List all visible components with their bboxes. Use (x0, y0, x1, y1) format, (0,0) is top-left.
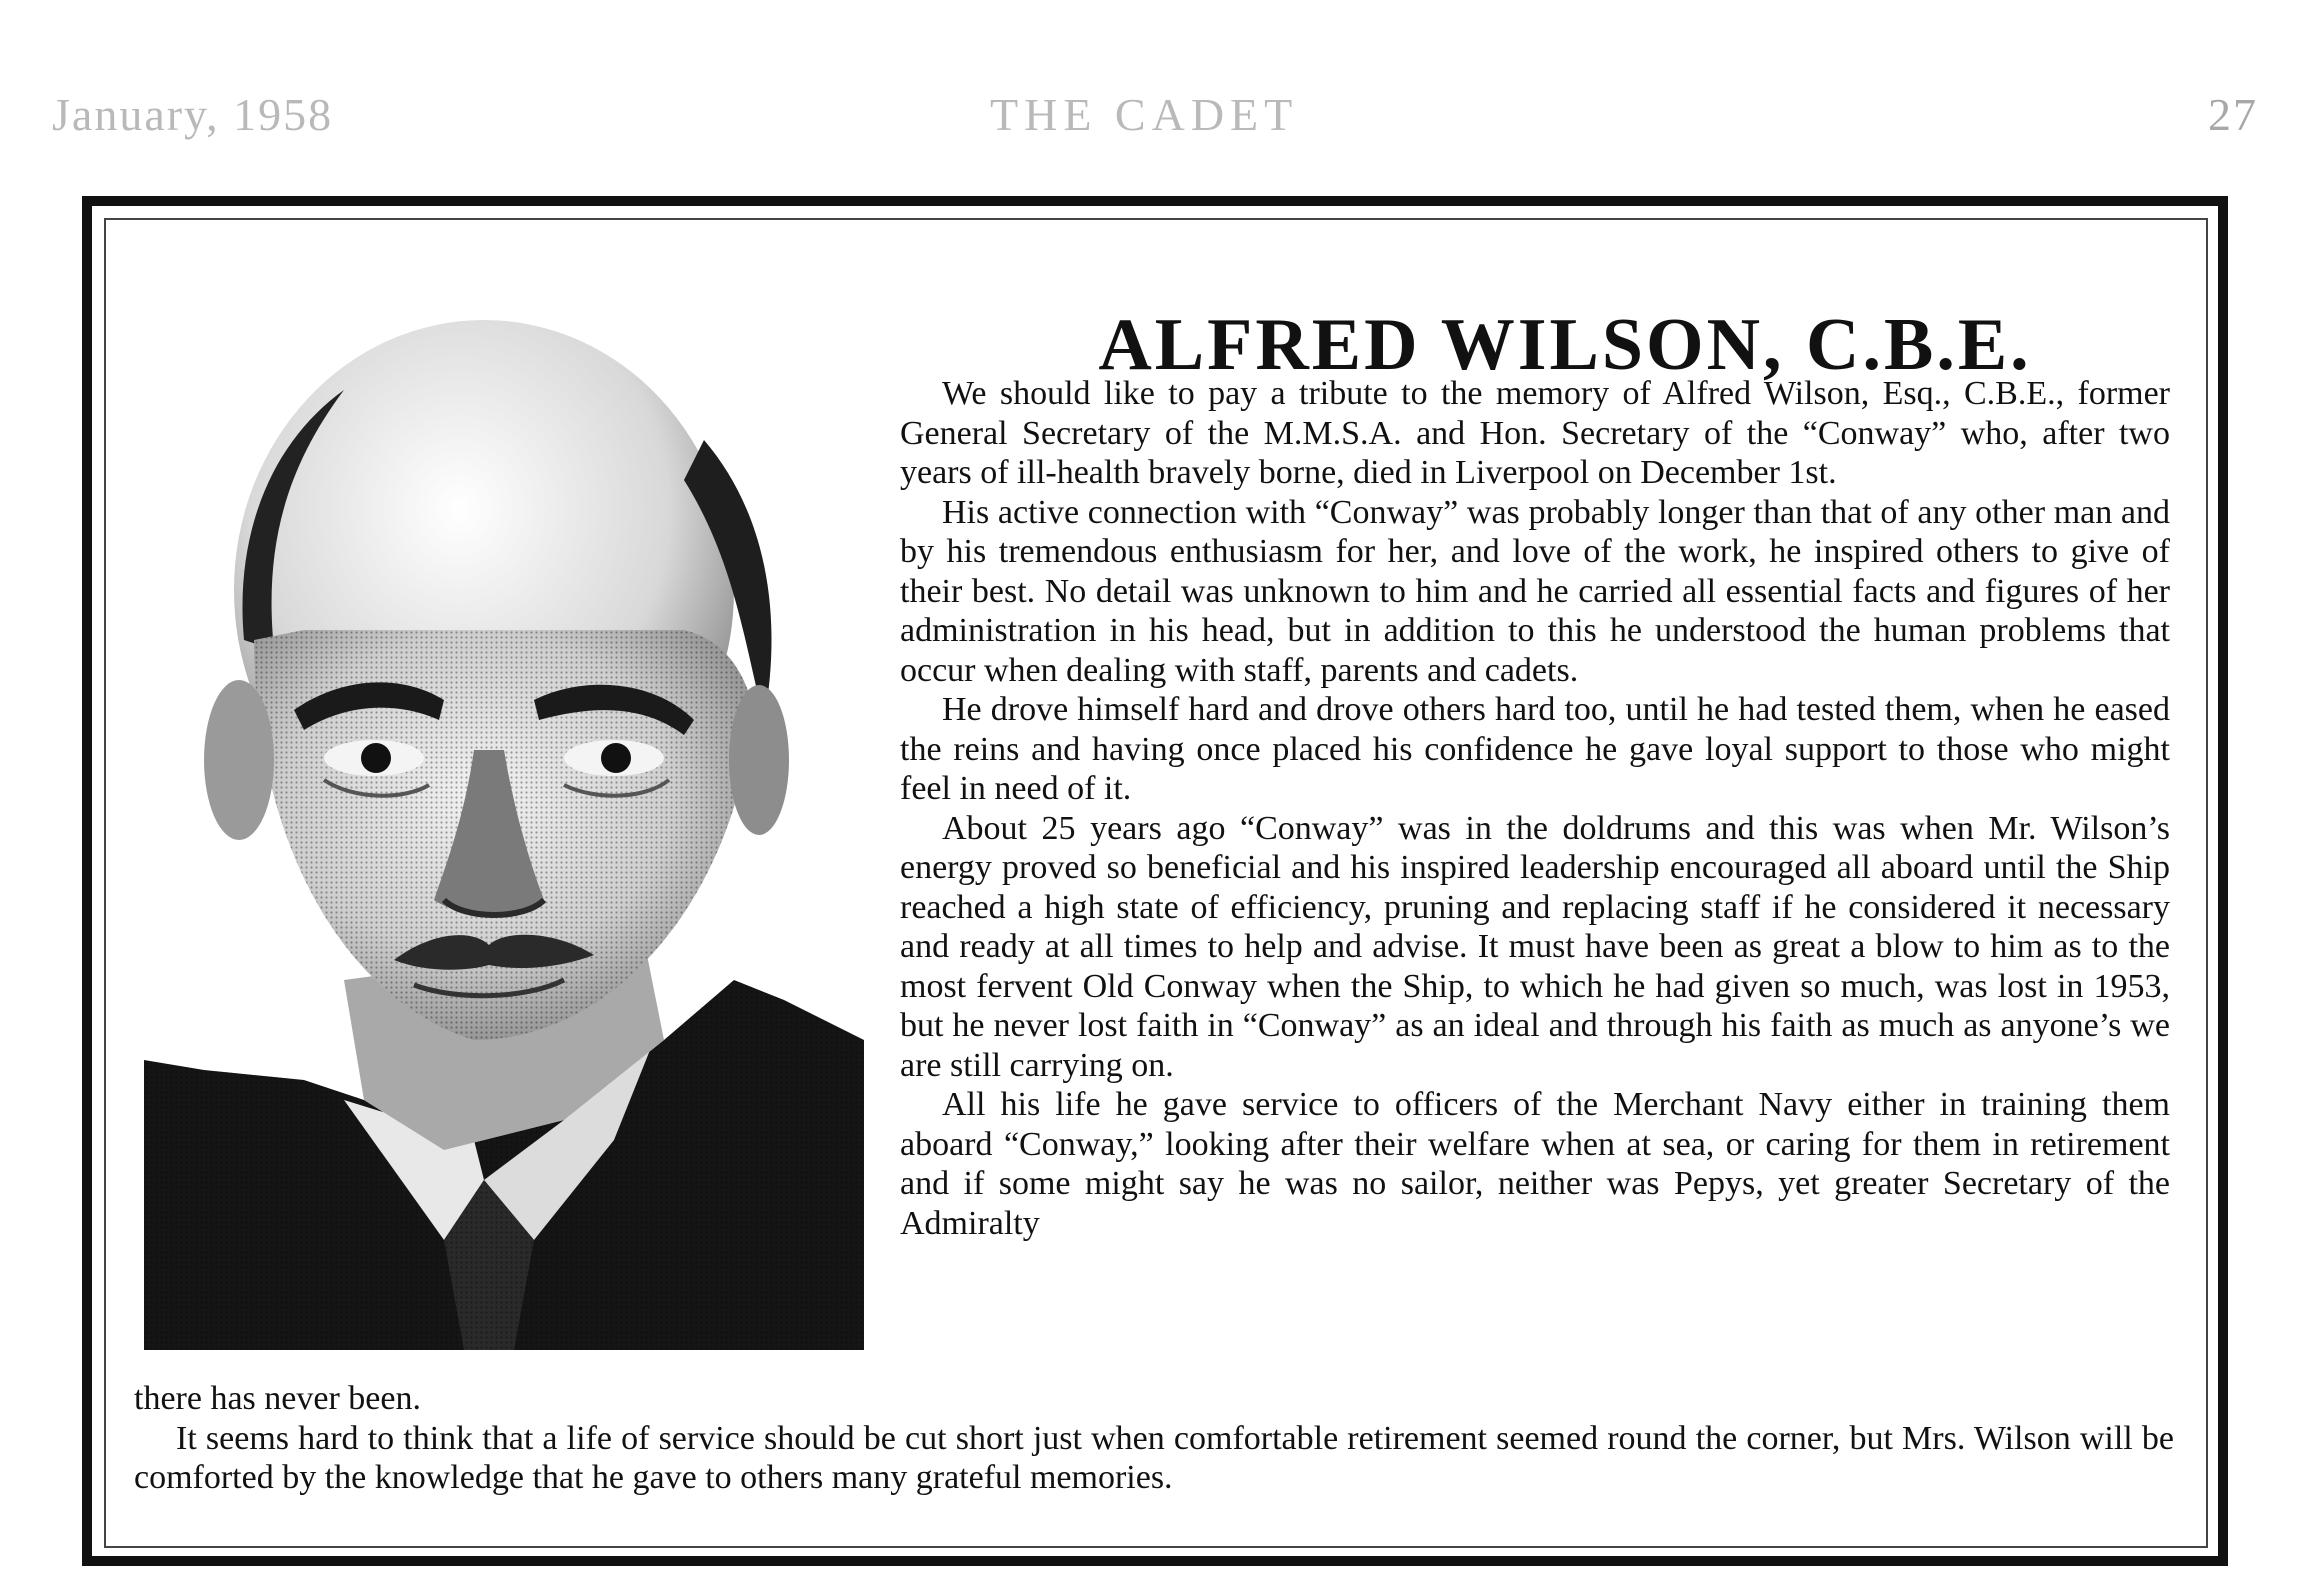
article-title: ALFRED WILSON, C.B.E. (1098, 303, 2032, 386)
article-full-width-text (134, 1379, 2174, 1498)
page-number: 27 (2208, 89, 2258, 140)
portrait-photo (144, 280, 864, 1350)
publication-title: THE CADET (990, 89, 1299, 140)
article-paragraph: His active connection with “Conway” was probably longer than that of any other man and by his tremendous enthusiasm for her, and love of the work, he inspired others to give of their best. No detail was unknown to him and he carried all essential facts and figures of her administration in his head, but in addition to this he understood the human problems that occur when dealing with staff, parents and cadets. (900, 493, 2170, 689)
article-paragraph: He drove himself hard and drove others hard too, until he had tested them, when he eased the reins and having once placed his confidence he gave loyal support to those who might feel in need of it. (900, 691, 2170, 807)
article-paragraph: We should like to pay a tribute to the memory of Alfred Wilson, Esq., C.B.E., former General Secretary of the M.M.S.A. and Hon. Secretary of the “Conway” who, after two years of ill-health bravely borne, died in Liverpool on December 1st. (900, 375, 2170, 491)
paragraph-continuation: there has never been. (134, 1380, 421, 1417)
article-paragraph: All his life he gave service to officers of the Merchant Navy either in training them aboard “Conway,” looking after their welfare when at sea, or caring for them in retirement and if some might say he was no sailor, neither was Pepys, yet greater Secretary of the Admiralty (900, 1086, 2170, 1242)
article-paragraph: About 25 years ago “Conway” was in the doldrums and this was when Mr. Wilson’s energy proved so beneficial and his inspired leadership encouraged all aboard until the Ship reached a high state of efficiency, pruning and replacing staff if he considered it necessary and ready at all times to help and advise. It must have been as great a blow to him as to the most fervent Old Conway when the Ship, to which he had given so much, was lost in 1953, but he never lost faith in “Conway” as an ideal and through his faith as much as anyone’s we are still carrying on. (900, 809, 2170, 1084)
issue-date: January, 1958 (52, 89, 334, 140)
article-column-text (900, 374, 2170, 1243)
article-paragraph-final: It seems hard to think that a life of service should be cut short just when comfortable retirement seemed round the corner, but Mrs. Wilson will be comforted by the knowledge that he gave to others many grateful memories. (134, 1419, 2174, 1496)
